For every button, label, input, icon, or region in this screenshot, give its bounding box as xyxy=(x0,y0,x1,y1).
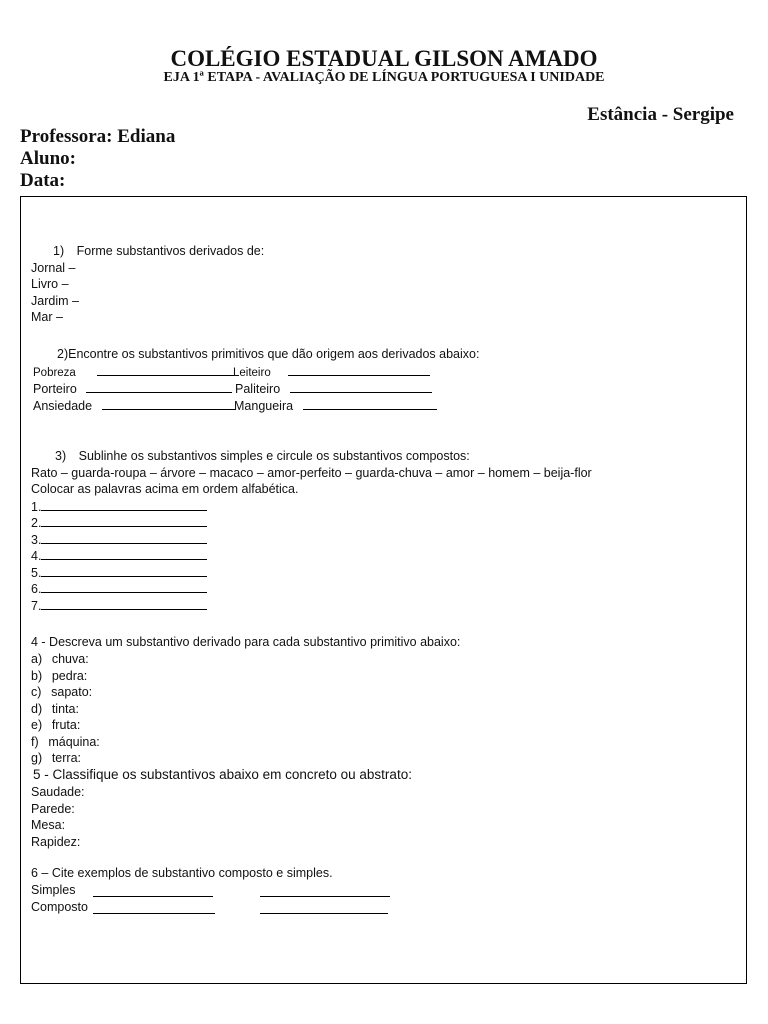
answer-blank[interactable] xyxy=(97,363,239,376)
answer-blank[interactable] xyxy=(41,531,207,544)
school-location: Estância - Sergipe xyxy=(587,104,734,125)
q2-row xyxy=(33,363,239,381)
student-label: Aluno: xyxy=(20,148,76,169)
q5-item: Parede: xyxy=(31,802,75,816)
q3-answer-line xyxy=(31,547,207,564)
q1-item: Livro – xyxy=(31,277,69,291)
q2-row xyxy=(33,380,232,397)
school-name: COLÉGIO ESTADUAL GILSON AMADO xyxy=(170,46,598,71)
q3-answer-line xyxy=(31,564,207,581)
q2-word: Ansiedade xyxy=(33,399,93,413)
q1-item: Mar – xyxy=(31,310,63,324)
q6-title: 6 – Cite exemplos de substantivo composto e simples. xyxy=(31,866,333,880)
q5-item: Saudade: xyxy=(31,785,85,799)
q1-item: Jornal – xyxy=(31,261,76,275)
q4-item: e) fruta: xyxy=(31,718,81,732)
date-label: Data: xyxy=(20,170,66,191)
answer-blank[interactable] xyxy=(93,884,213,897)
exam-box xyxy=(20,196,747,984)
q3-answer-line xyxy=(31,597,207,614)
q3-answer-line xyxy=(31,498,207,515)
exam-title: EJA 1ª ETAPA - AVALIAÇÃO DE LÍNGUA PORTUGUESA I UNIDADE xyxy=(163,70,605,85)
q3-words: Rato – guarda-roupa – árvore – macaco – amor-perfeito – guarda-chuva – amor – homem – beija-flor xyxy=(31,466,592,480)
line-number: 3. xyxy=(31,533,42,547)
q2-title: 2)Encontre os substantivos primitivos que dão origem aos derivados abaixo: xyxy=(57,347,480,361)
line-number: 5. xyxy=(31,566,42,580)
q6-row xyxy=(31,899,88,915)
teacher-label: Professora: Ediana xyxy=(20,126,176,147)
q5-item: Rapidez: xyxy=(31,835,81,849)
q3-answer-line xyxy=(31,531,207,548)
q4-item: b) pedra: xyxy=(31,669,88,683)
q6-row xyxy=(31,882,75,898)
line-number: 4. xyxy=(31,549,42,563)
answer-blank[interactable] xyxy=(41,597,207,610)
q2-row xyxy=(33,397,236,414)
answer-blank[interactable] xyxy=(41,564,207,577)
q1-title: 1) Forme substantivos derivados de: xyxy=(53,244,265,258)
q2-word: Paliteiro xyxy=(235,382,281,396)
q2-row xyxy=(233,363,430,381)
line-number: 6. xyxy=(31,582,42,596)
answer-blank[interactable] xyxy=(41,580,207,593)
q4-item: f) máquina: xyxy=(31,735,100,749)
answer-blank[interactable] xyxy=(93,901,215,914)
q5-item: Mesa: xyxy=(31,818,66,832)
q2-word: Mangueira xyxy=(234,399,294,413)
q3-title: 3) Sublinhe os substantivos simples e circule os substantivos compostos: xyxy=(55,449,470,463)
q5-title: 5 - Classifique os substantivos abaixo em concreto ou abstrato: xyxy=(33,767,412,782)
answer-blank[interactable] xyxy=(303,397,437,410)
q4-item: c) sapato: xyxy=(31,685,93,699)
q3-answer-line xyxy=(31,580,207,597)
answer-blank[interactable] xyxy=(86,380,232,393)
q2-word: Leiteiro xyxy=(233,367,271,379)
q2-row xyxy=(235,380,432,397)
q6-label: Composto xyxy=(31,900,88,914)
answer-blank[interactable] xyxy=(41,514,207,527)
answer-blank[interactable] xyxy=(260,901,388,914)
q2-word: Pobreza xyxy=(33,367,76,379)
answer-blank[interactable] xyxy=(260,884,390,897)
line-number: 2. xyxy=(31,516,42,530)
answer-blank[interactable] xyxy=(41,547,207,560)
answer-blank[interactable] xyxy=(290,380,432,393)
q4-item: a) chuva: xyxy=(31,652,89,666)
answer-blank[interactable] xyxy=(102,397,236,410)
q2-row xyxy=(234,397,437,414)
line-number: 7. xyxy=(31,599,42,613)
q3-answer-line xyxy=(31,514,207,531)
q3-instruction: Colocar as palavras acima em ordem alfabética. xyxy=(31,482,299,496)
q2-word: Porteiro xyxy=(33,382,77,396)
q4-item: g) terra: xyxy=(31,751,82,765)
q6-label: Simples xyxy=(31,883,76,897)
line-number: 1. xyxy=(31,500,42,514)
q1-item: Jardim – xyxy=(31,294,79,308)
q4-title: 4 - Descreva um substantivo derivado para cada substantivo primitivo abaixo: xyxy=(31,635,461,649)
q4-item: d) tinta: xyxy=(31,702,79,716)
answer-blank[interactable] xyxy=(288,363,430,376)
answer-blank[interactable] xyxy=(41,498,207,511)
